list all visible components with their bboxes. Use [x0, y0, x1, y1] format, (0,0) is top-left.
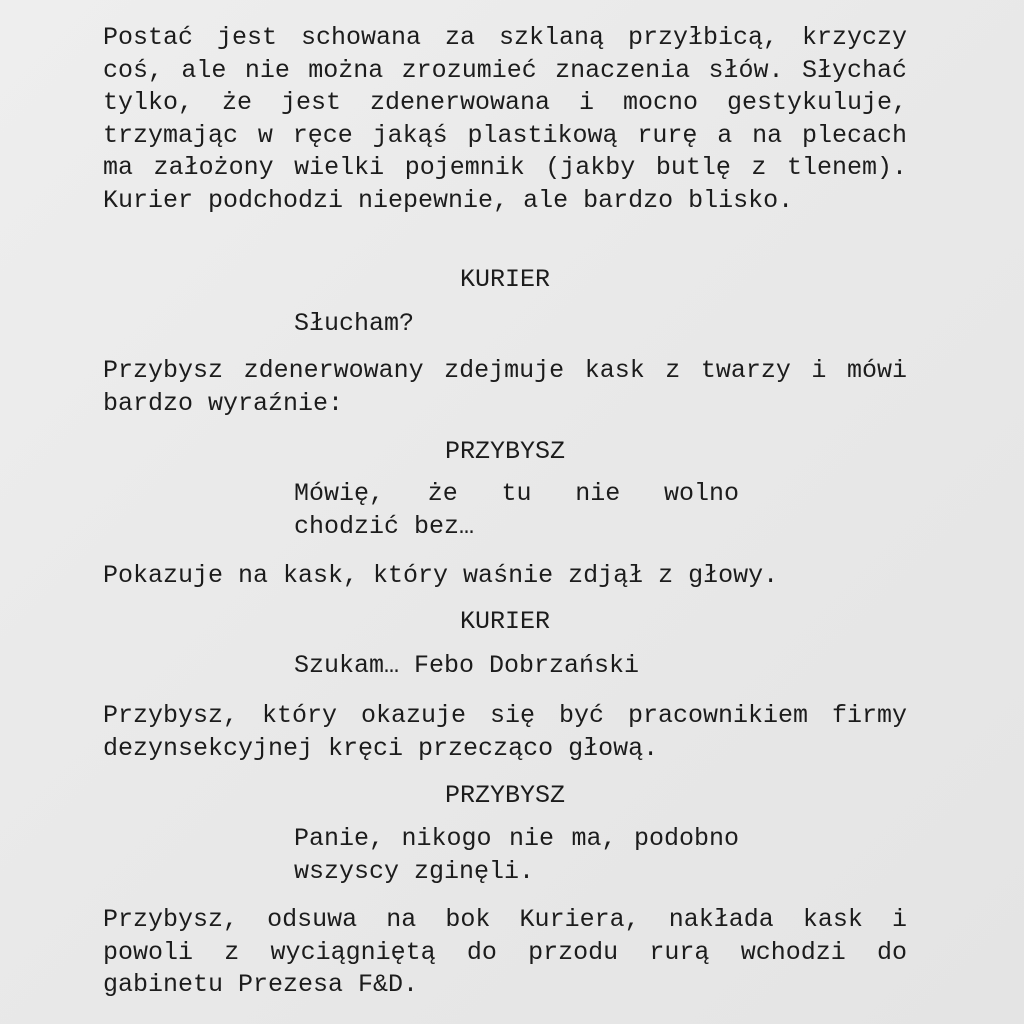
dialogue-przybysz-2: Panie, nikogo nie ma, podobno wszyscy zginęli.: [294, 824, 739, 886]
action-paragraph-3: Pokazuje na kask, który waśnie zdjął z głowy.: [103, 561, 779, 590]
dialogue-przybysz-1: Mówię, że tu nie wolno chodzić bez…: [294, 479, 739, 541]
character-name-przybysz-2: PRZYBYSZ: [444, 781, 566, 810]
dialogue-kurier-1: Słucham?: [294, 309, 415, 338]
character-name-kurier-1: KURIER: [459, 265, 550, 294]
action-paragraph-5: Przybysz, odsuwa na bok Kuriera, nakłada kask i powoli z wyciągniętą do przodu rurą wchodzi do gabinetu Prezesa F&D.: [103, 905, 907, 999]
dialogue-kurier-2: Szukam… Febo Dobrzański: [294, 651, 640, 680]
action-paragraph-4: Przybysz, który okazuje się być pracownikiem firmy dezynsekcyjnej kręci przecząco głową.: [103, 701, 907, 763]
character-name-przybysz-1: PRZYBYSZ: [444, 437, 566, 466]
character-name-kurier-2: KURIER: [459, 607, 550, 636]
action-paragraph-2: Przybysz zdenerwowany zdejmuje kask z twarzy i mówi bardzo wyraźnie:: [103, 356, 907, 418]
action-paragraph-1: Postać jest schowana za szklaną przyłbicą, krzyczy coś, ale nie można zrozumieć znaczenia słów. Słychać tylko, że jest zdenerwowana i mocno gestykuluje, trzymając w ręce jakąś plastikową rurę a na plecach ma założony wielki pojemnik (jakby butlę z tlenem). Kurier podchodzi niepewnie, ale bardzo blisko.: [103, 23, 907, 215]
